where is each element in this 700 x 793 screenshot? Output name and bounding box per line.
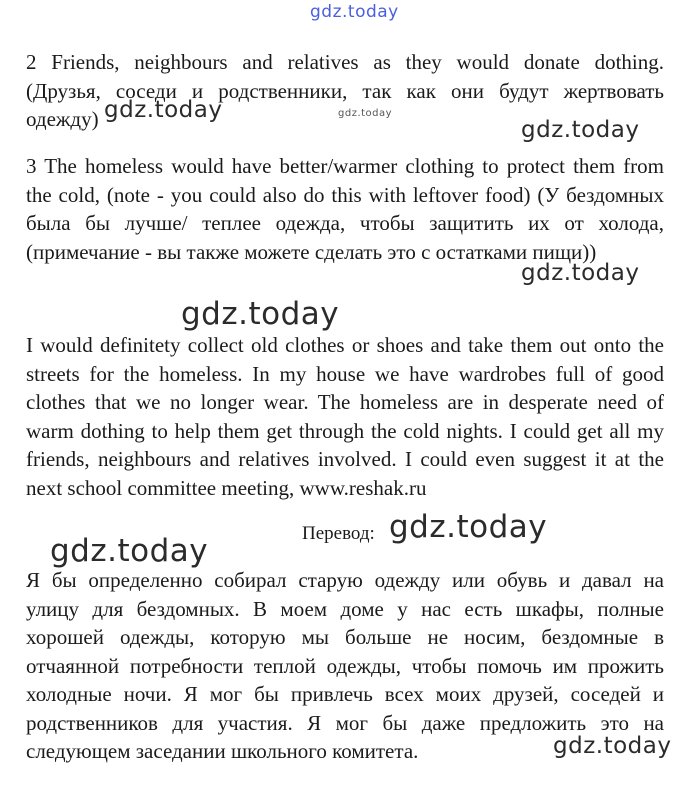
watermark-right: gdz.today: [521, 260, 640, 286]
text-line: следующем заседании школьного комитета.: [26, 739, 419, 763]
watermark-large: gdz.today: [389, 509, 548, 545]
text-line: хорошей одежды, которую мы больше не носим, бездомные в: [26, 625, 664, 649]
text-line: streets for the homeless. In my house we have wardrobes full of good: [26, 361, 664, 386]
text-line: (примечание - вы также можете сделать это с остатками пищи)): [26, 239, 597, 264]
watermark-inline: gdz.today: [104, 97, 223, 123]
text-line: улицу для бездомных. В моем доме у нас есть шкафы, полные: [26, 596, 664, 621]
text-line: 2 Friends, neighbours and relatives as they would donate dothing.: [26, 50, 664, 74]
paragraph-essay: [26, 331, 664, 502]
text-line: I would definitety collect old clothes or shoes and take them out onto the: [26, 333, 664, 357]
text-line: была бы лучше/ теплее одежда, чтобы защитить их от холода,: [26, 211, 664, 235]
watermark-top: gdz.today: [310, 2, 399, 22]
text-line: холодные ночи. Я мог бы привлечь всех моих друзей, соседей и: [26, 682, 664, 706]
watermark-bottom-right: gdz.today: [553, 733, 672, 759]
translation-label: Перевод:: [302, 523, 375, 544]
paragraph-item-3: [26, 152, 664, 266]
watermark-large: gdz.today: [50, 533, 209, 569]
text-line: одежду): [26, 107, 99, 131]
text-line: 3 The homeless would have better/warmer clothing to protect them from: [26, 154, 664, 178]
watermark-right: gdz.today: [521, 117, 640, 143]
text-line: Я бы определенно собирал старую одежду или обувь и давал на: [26, 568, 664, 592]
text-line: friends, neighbours and relatives involved. I could even suggest it at the: [26, 447, 664, 471]
text-line: warm dothing to help them get through the cold nights. I could get all my: [26, 418, 664, 443]
watermark-tiny: gdz.today: [338, 108, 393, 119]
text-line: отчаянной потребности теплой одежды, чтобы помочь им прожить: [26, 653, 664, 678]
text-line: clothes that we no longer wear. The homeless are in desperate need of: [26, 390, 664, 414]
text-line: next school committee meeting, www.reshak.ru: [26, 475, 427, 500]
text-line: the cold, (note - you could also do this with leftover food) (У бездомных: [26, 182, 664, 207]
text-line: родственников для участия. Я мог бы даже предложить это на: [26, 710, 664, 735]
watermark-large: gdz.today: [181, 296, 340, 332]
text-line: (Друзья, соседи и родственники, так как они будут жертвовать: [26, 78, 664, 103]
